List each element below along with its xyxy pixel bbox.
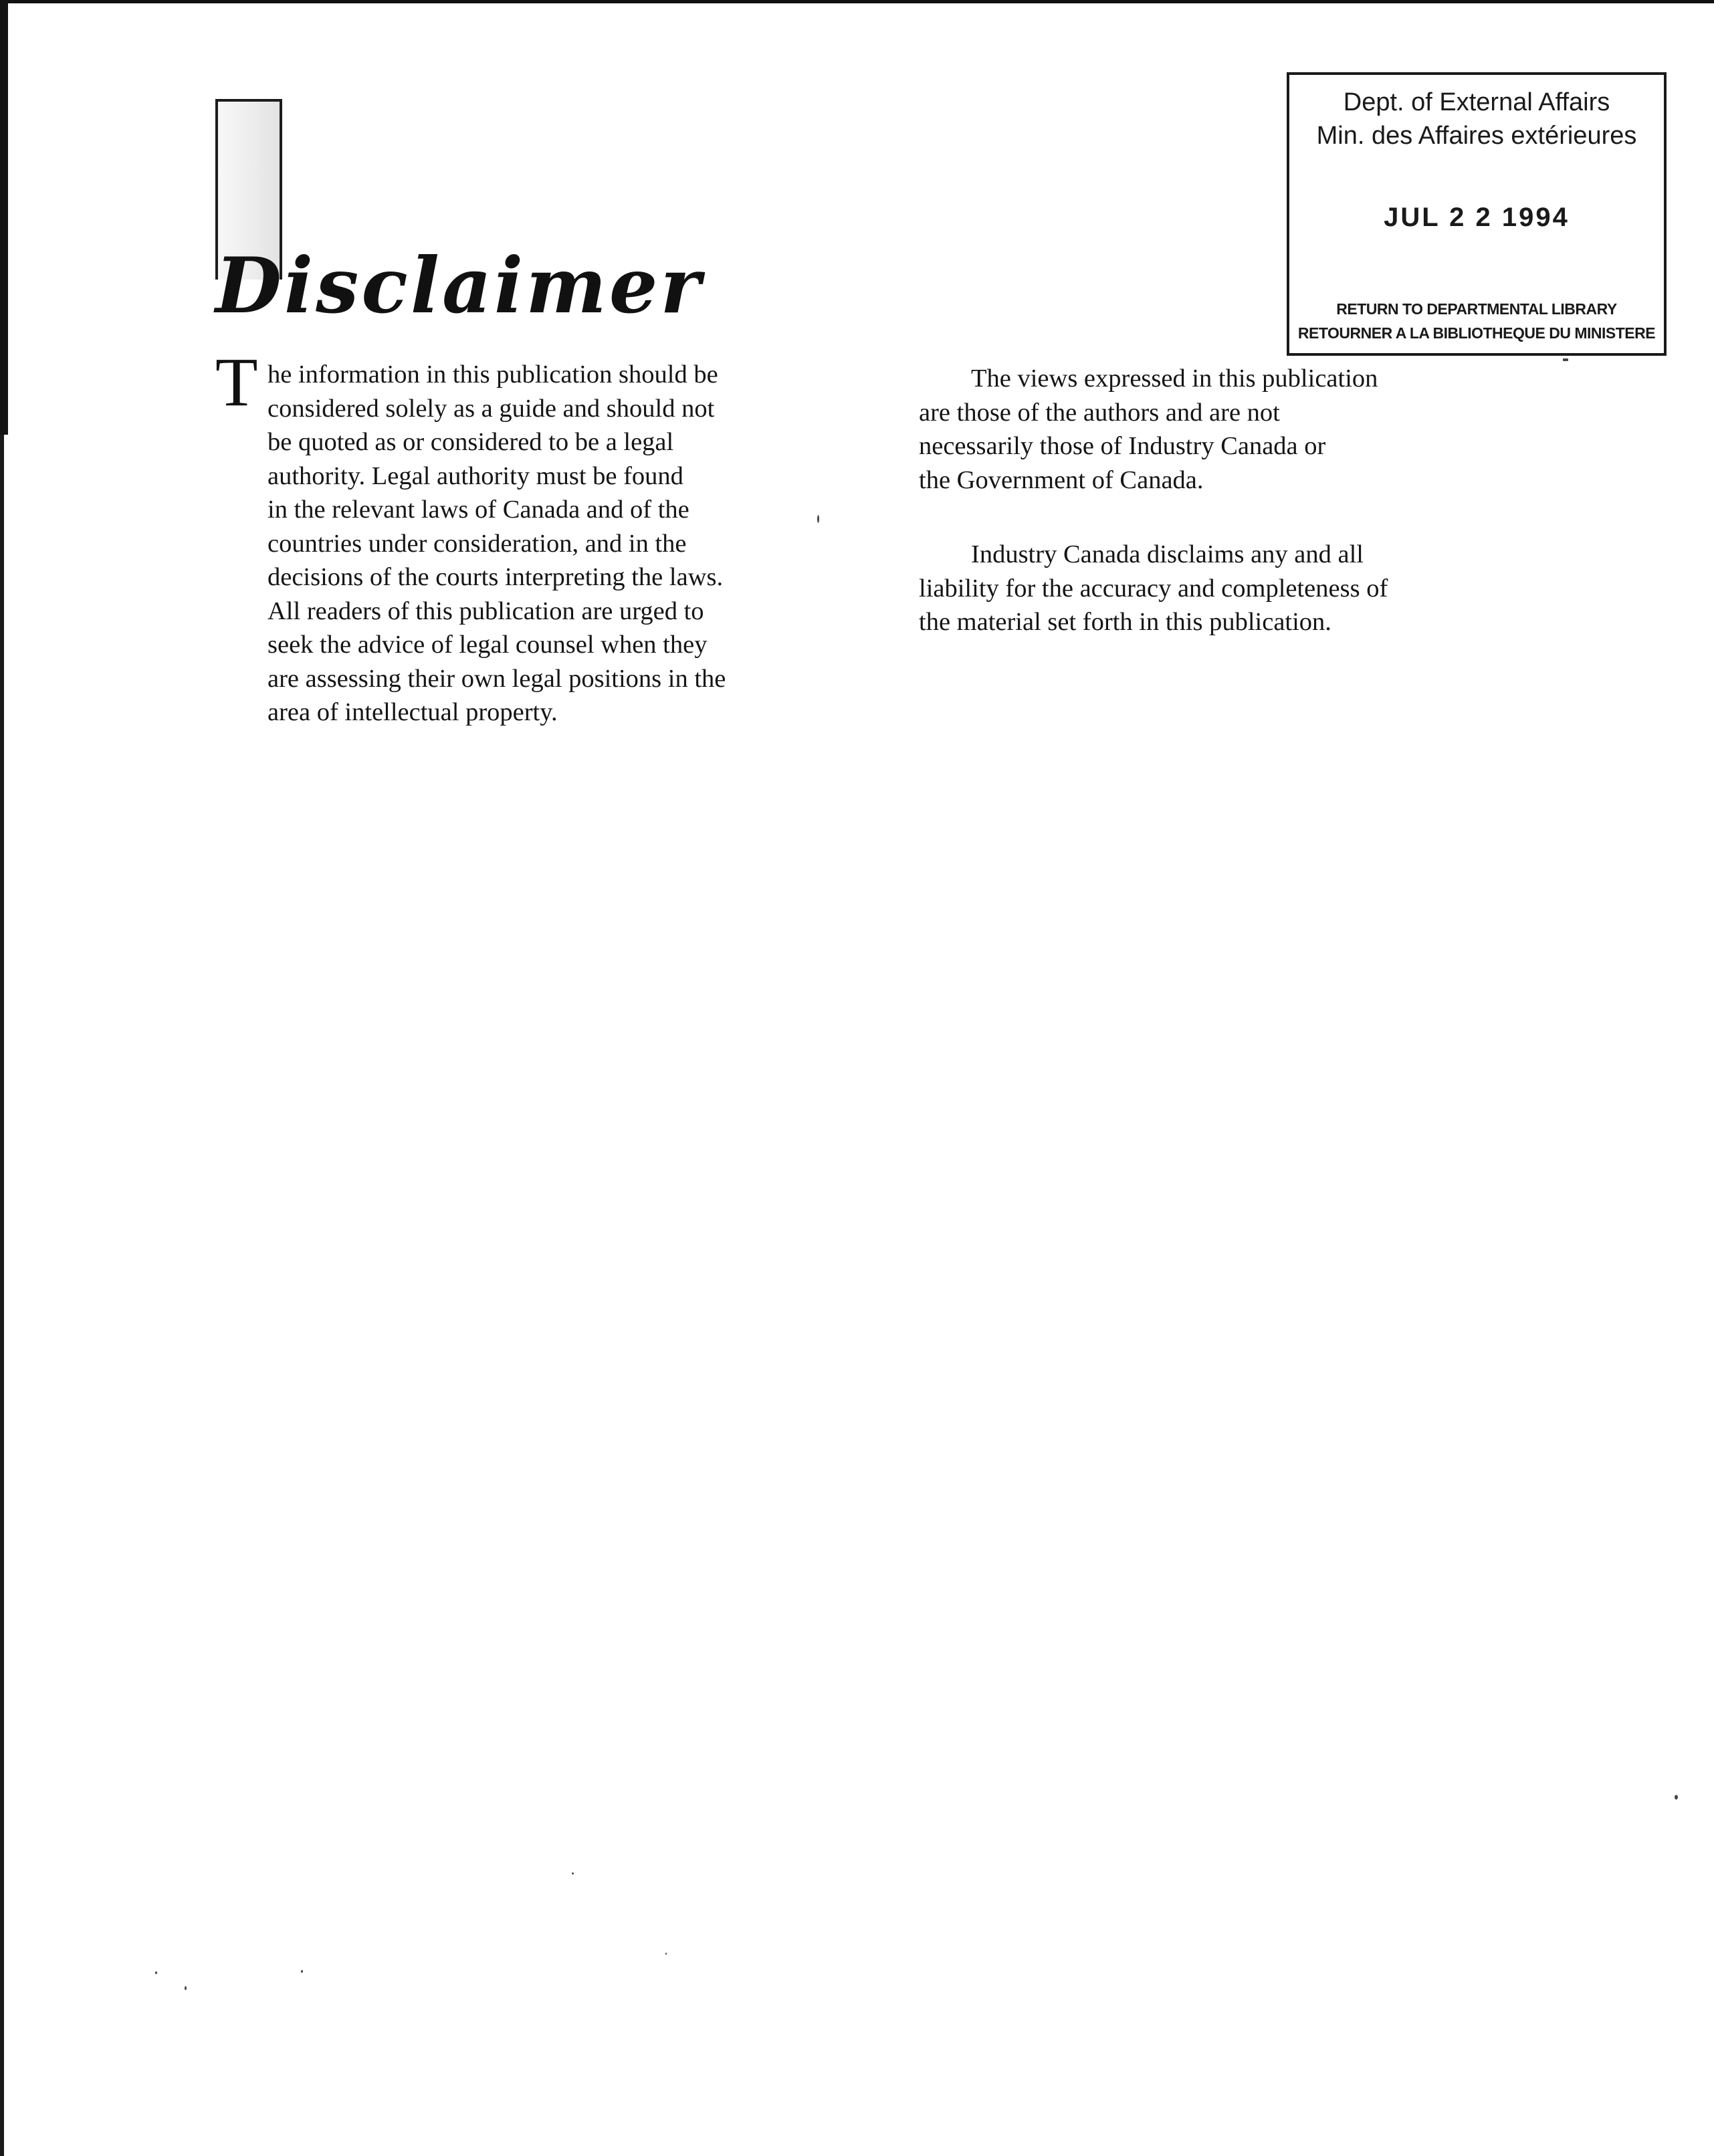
text-line: Industry Canada disclaims any and all bbox=[971, 540, 1364, 568]
text-line: countries under consideration, and in the bbox=[267, 529, 687, 558]
text-line: necessarily those of Industry Canada or bbox=[919, 432, 1326, 460]
text-line: are those of the authors and are not bbox=[919, 398, 1280, 427]
disclaimer-left-column bbox=[267, 358, 843, 730]
text-line: be quoted as or considered to be a legal bbox=[267, 428, 674, 456]
text-line: decisions of the courts interpreting the laws. bbox=[267, 563, 724, 591]
scan-speck bbox=[155, 1971, 157, 1974]
drop-cap: T bbox=[215, 344, 258, 421]
stamp-date: JUL 2 2 1994 bbox=[1384, 203, 1570, 232]
text-line: area of intellectual property. bbox=[267, 698, 558, 726]
stamp-department-en: Dept. of External Affairs bbox=[1343, 88, 1610, 116]
scan-speck bbox=[665, 1953, 667, 1955]
text-line: liability for the accuracy and completeness of bbox=[919, 574, 1388, 603]
disclaimer-right-column bbox=[919, 362, 1547, 639]
scan-speck bbox=[301, 1970, 303, 1973]
scan-speck bbox=[817, 515, 819, 523]
library-stamp bbox=[1287, 72, 1667, 356]
scan-speck bbox=[185, 1986, 187, 1990]
text-line: seek the advice of legal counsel when they bbox=[267, 631, 708, 659]
text-line: The views expressed in this publication bbox=[971, 364, 1378, 393]
scan-left-edge-shadow bbox=[0, 0, 8, 435]
page-title: Disclaimer bbox=[215, 241, 704, 330]
text-line: authority. Legal authority must be found bbox=[267, 461, 683, 490]
scan-speck bbox=[1563, 358, 1568, 361]
scan-speck bbox=[1675, 1795, 1678, 1800]
text-line: the material set forth in this publication. bbox=[919, 608, 1331, 636]
stamp-return-notice-fr: RETOURNER A LA BIBLIOTHEQUE DU MINISTERE bbox=[1297, 324, 1656, 342]
text-line: considered solely as a guide and should not bbox=[267, 394, 715, 423]
scan-speck bbox=[572, 1872, 574, 1874]
text-line: in the relevant laws of Canada and of the bbox=[267, 496, 689, 524]
text-line: the Government of Canada. bbox=[919, 465, 1204, 494]
stamp-department-fr: Min. des Affaires extérieures bbox=[1316, 122, 1637, 150]
paragraph-gap bbox=[919, 497, 1547, 538]
text-line: All readers of this publication are urged to bbox=[267, 597, 704, 625]
scan-top-edge bbox=[0, 0, 1714, 3]
text-line: he information in this publication should be bbox=[267, 360, 718, 389]
stamp-return-notice-en: RETURN TO DEPARTMENTAL LIBRARY bbox=[1336, 300, 1617, 318]
text-line: are assessing their own legal positions in the bbox=[267, 664, 726, 693]
